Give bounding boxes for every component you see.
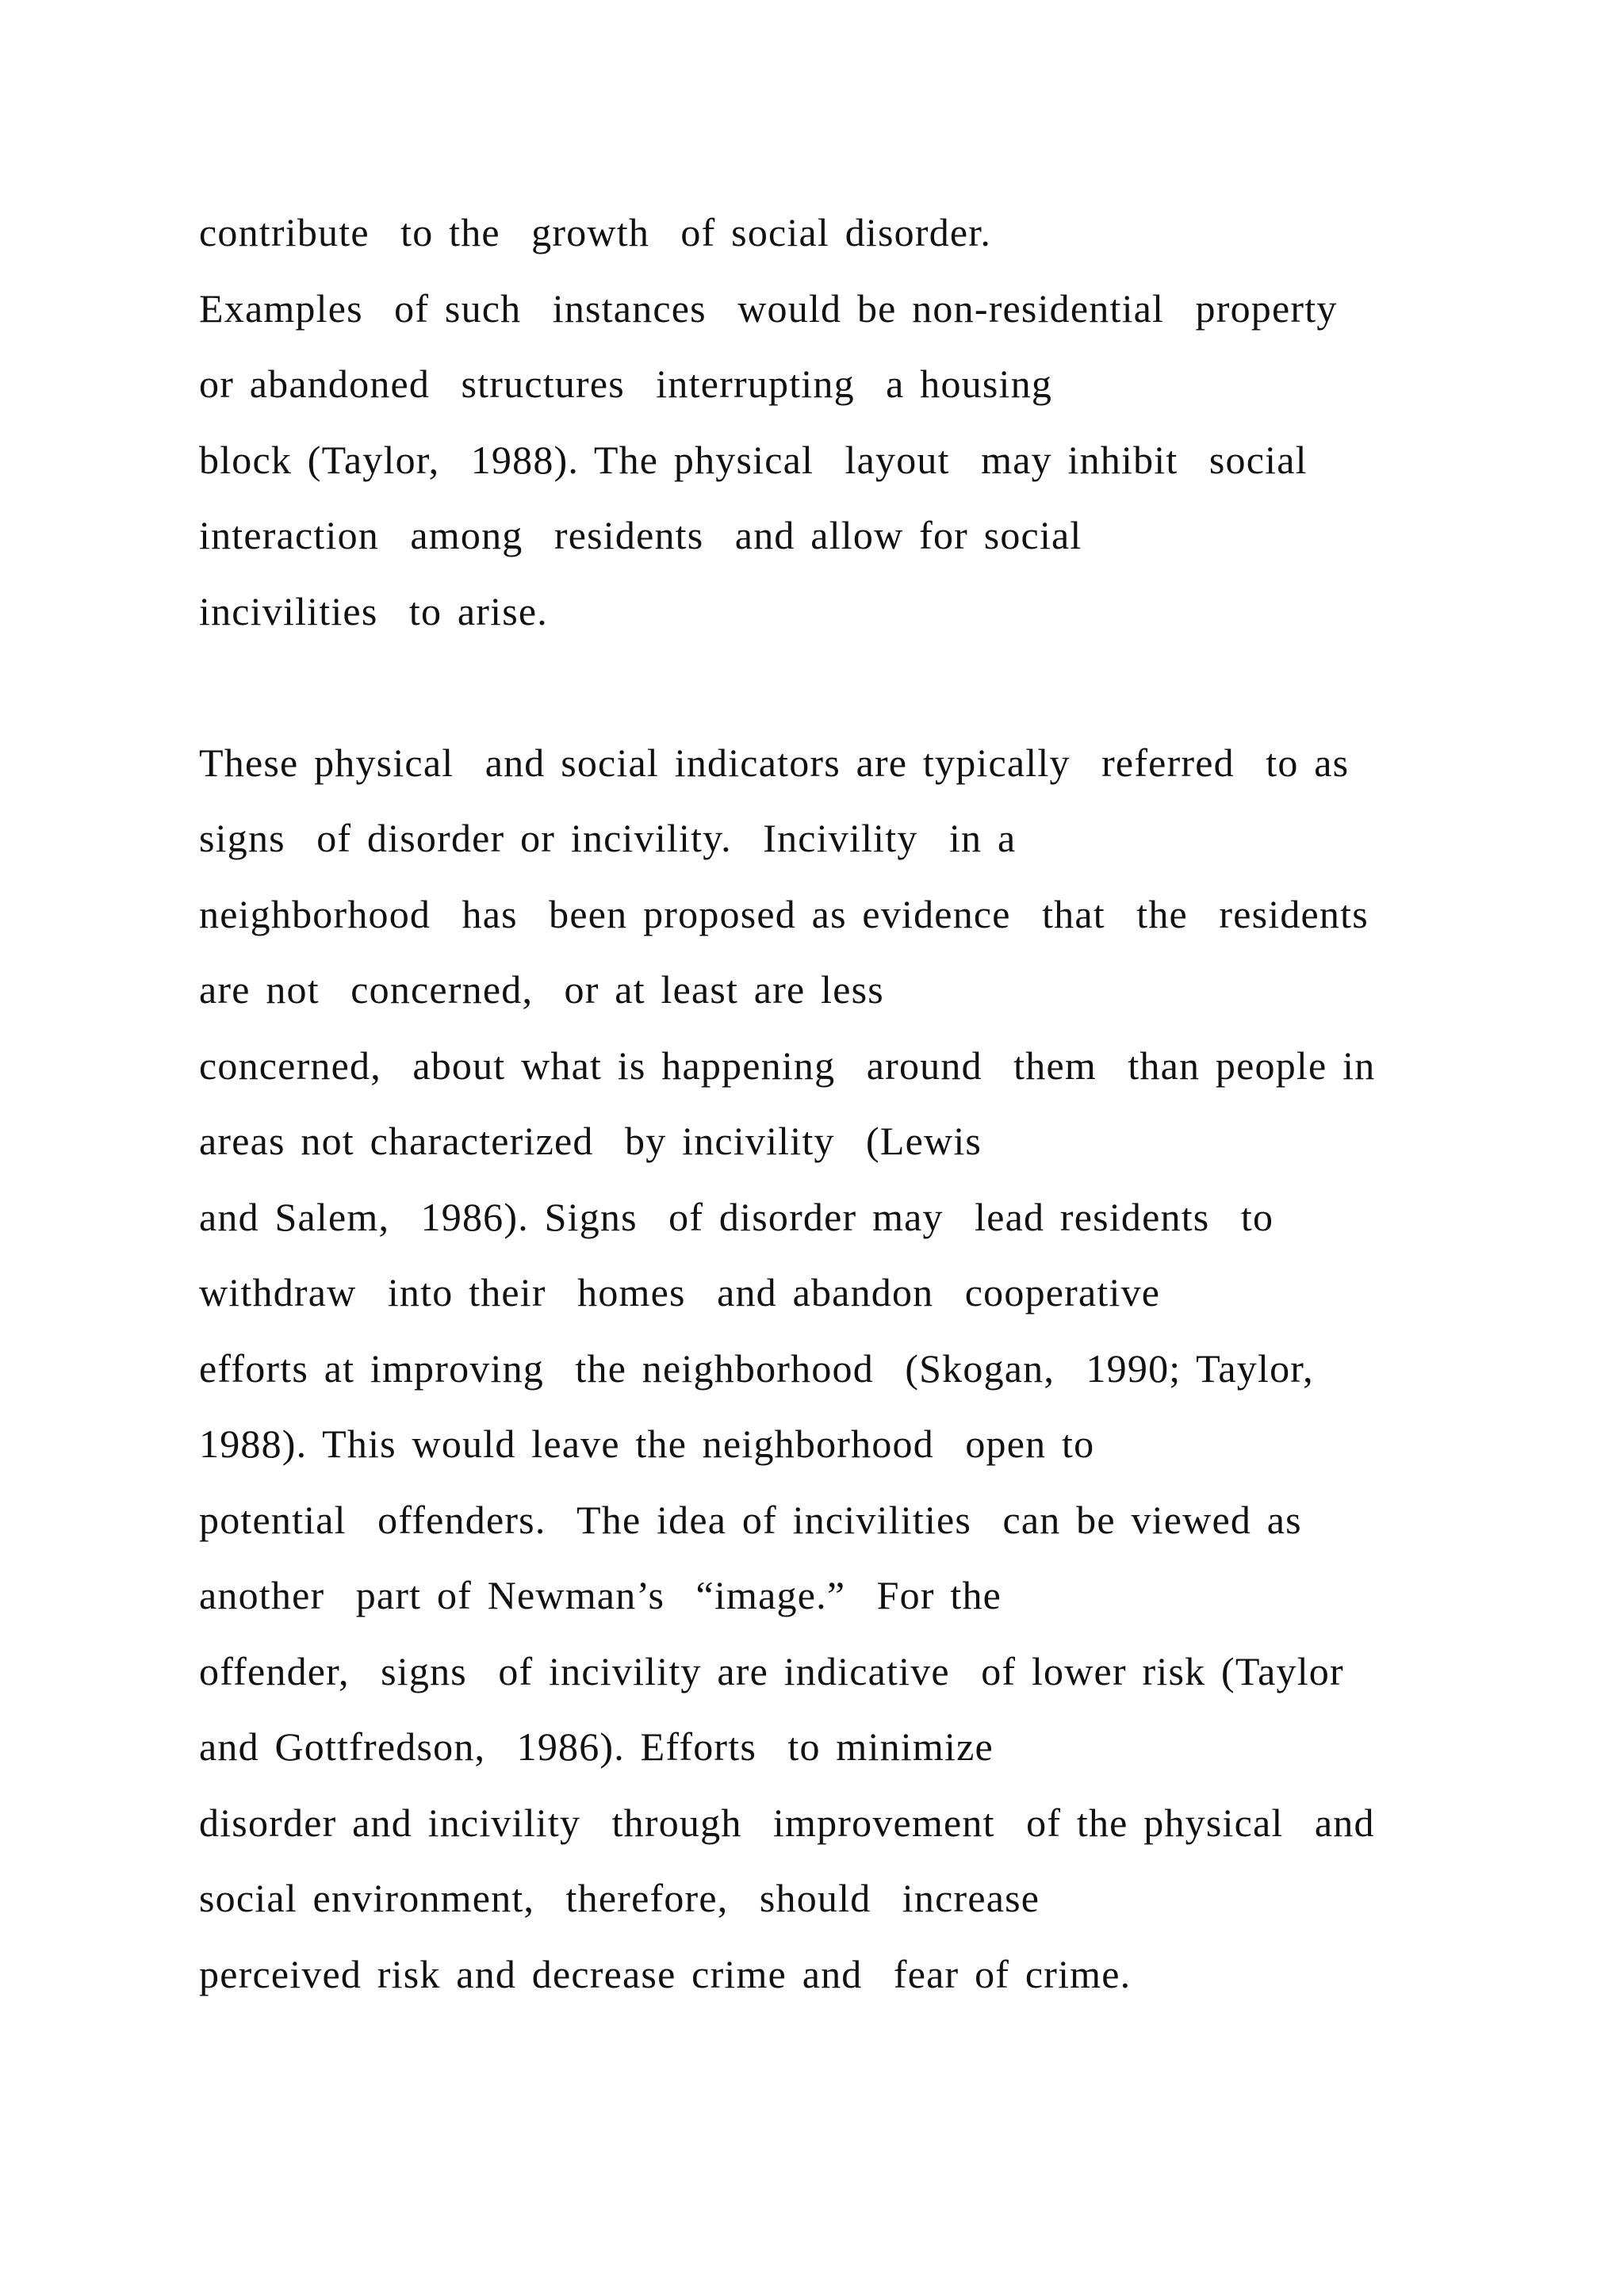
text-line: and Salem, 1986). Signs of disorder may lead residents to [199,1194,1274,1239]
text-line: efforts at improving the neighborhood (Skogan, 1990; Taylor, [199,1345,1314,1391]
text-line: 1988). This would leave the neighborhood open to [199,1422,1095,1466]
text-line: These physical and social indicators are typically referred to as [199,740,1350,785]
paragraph-2 [199,725,1507,2013]
text-line: neighborhood has been proposed as evidence that the residents [199,891,1369,936]
text-line: offender, signs of incivility are indicative of lower risk (Taylor [199,1648,1344,1693]
text-line: social environment, therefore, should increase [199,1876,1040,1920]
text-line: withdraw into their homes and abandon cooperative [199,1270,1161,1314]
text-line: incivilities to arise. [199,588,548,633]
text-line: Examples of such instances would be non-residential property [199,285,1338,331]
text-line: potential offenders. The idea of incivilities can be viewed as [199,1497,1302,1542]
text-line: disorder and incivility through improvement of the physical and [199,1800,1375,1845]
text-line: are not concerned, or at least are less [199,967,884,1012]
text-line: interaction among residents and allow for social [199,513,1082,557]
text-line: another part of Newman’s “image.” For the [199,1573,1002,1617]
text-line: contribute to the growth of social disorder. [199,210,992,254]
paragraph-spacer [199,649,1507,725]
text-line: perceived risk and decrease crime and fear of crime. [199,1951,1132,1996]
body-text [199,195,1507,2012]
text-line: and Gottfredson, 1986). Efforts to minimize [199,1724,994,1769]
text-line: or abandoned structures interrupting a housing [199,362,1053,406]
text-line: block (Taylor, 1988). The physical layout may inhibit social [199,437,1308,482]
text-line: signs of disorder or incivility. Incivility in a [199,816,1017,860]
paragraph-1 [199,195,1507,649]
text-line: areas not characterized by incivility (Lewis [199,1119,982,1163]
text-line: concerned, about what is happening around them than people in [199,1043,1376,1088]
